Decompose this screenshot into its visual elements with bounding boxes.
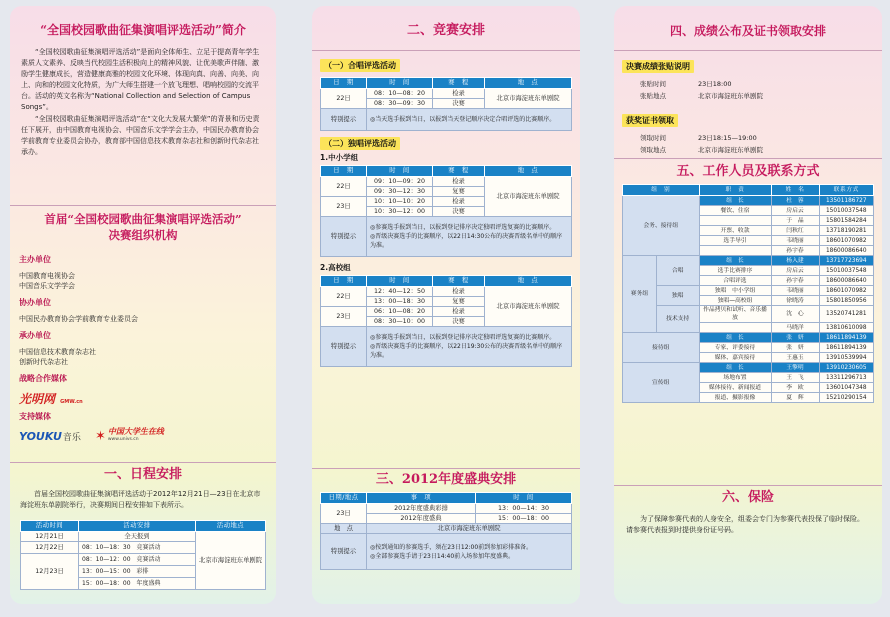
col-place: 地 点 — [485, 78, 572, 89]
col-date: 日 期 — [321, 276, 367, 287]
results-posting-heading: 决赛成绩张贴说明 — [622, 60, 694, 73]
gmw-logo-text: 光明网 — [19, 392, 56, 406]
primary-time: 10：30—12：00 — [367, 207, 433, 217]
staff-duty: 选手比赛排序 — [699, 266, 771, 276]
staff-duty: 组 长 — [699, 256, 771, 266]
col-time: 时 间 — [367, 276, 433, 287]
staff-contact: 13717723694 — [819, 256, 874, 266]
divider — [10, 462, 276, 463]
choir-note-label: 特别提示 — [321, 109, 367, 131]
panel-results — [614, 6, 882, 604]
college-notes — [367, 327, 572, 367]
gala-note: ◎全部参赛选手请于23日14:40前入场参加年度盛典。 — [370, 552, 515, 560]
schedule-place: 北京市海淀班东单剧院 — [196, 532, 266, 590]
primary-stage: 检录 — [433, 197, 485, 207]
gmw-logo — [19, 388, 267, 408]
staff-name: 王擎明 — [771, 363, 819, 373]
staff-duty: 场地布置 — [699, 373, 771, 383]
staff-contact: 15210290154 — [819, 393, 874, 403]
staff-name: 孙宇春 — [771, 276, 819, 286]
staff-contact: 13311296713 — [819, 373, 874, 383]
staff-table — [622, 184, 874, 403]
staff-contact: 15010037548 — [819, 266, 874, 276]
gala-note-label: 特别提示 — [321, 534, 367, 570]
divider — [614, 485, 882, 486]
staff-contact: 18611894139 — [819, 343, 874, 353]
col-stage: 赛 程 — [433, 276, 485, 287]
host-list — [19, 347, 267, 367]
schedule-item: 13：00—15：00 彩排 — [79, 566, 196, 578]
college-date: 23日 — [321, 307, 367, 327]
staff-name: 夏 辉 — [771, 393, 819, 403]
staff-contact: 18600086640 — [819, 246, 874, 256]
gala-title: 三、2012年度盛典安排 — [375, 472, 517, 487]
divider — [312, 50, 580, 51]
staff-contact: 13601047348 — [819, 383, 874, 393]
primary-group-heading: 1.中小学组 — [320, 153, 359, 162]
divider — [614, 158, 882, 159]
staff-col-group: 组 别 — [623, 185, 700, 196]
choir-place: 北京市海淀班东单剧院 — [485, 89, 572, 109]
staff-name: 马晓洋 — [771, 323, 819, 333]
schedule-table — [20, 520, 266, 590]
gala-item: 2012年度盛典彩排 — [367, 504, 476, 514]
staff-subgroup: 独唱 — [656, 286, 699, 306]
certificate-lines — [640, 132, 874, 156]
primary-time: 09：30—12：30 — [367, 187, 433, 197]
staff-duty: 餐饮、住宿 — [699, 206, 771, 216]
primary-note: ◎参赛选手报到当日，以报到登记排序决定独唱评选复赛的比赛顺序。 — [370, 224, 556, 231]
staff-group: 接待组 — [623, 333, 700, 363]
staff-name: 杨入建 — [771, 256, 819, 266]
panel-competition — [312, 6, 580, 604]
staff-contact: 18601070982 — [819, 286, 874, 296]
staff-duty — [699, 216, 771, 226]
primary-note-label: 特别提示 — [321, 217, 367, 257]
staff-duty: 专家、评委接待 — [699, 343, 771, 353]
gala-col-date: 日期/地点 — [321, 493, 367, 504]
choir-date: 22日 — [321, 89, 367, 109]
primary-time: 10：10—10：20 — [367, 197, 433, 207]
col-time: 时 间 — [367, 166, 433, 177]
competition-title: 二、竞赛安排 — [406, 23, 485, 38]
gala-col-item: 事 项 — [367, 493, 476, 504]
sponsor-list — [19, 271, 267, 291]
divider — [312, 468, 580, 469]
college-time: 13：00—18：30 — [367, 297, 433, 307]
gala-place: 北京市海淀班东单剧院 — [367, 524, 572, 534]
primary-stage: 决赛 — [433, 207, 485, 217]
staff-duty: 作品拷贝和试听、音乐播放 — [699, 306, 771, 323]
univs-logo: 中国大学生在线 — [107, 427, 164, 436]
staff-duty: 选手导引 — [699, 236, 771, 246]
media-heading: 战略合作媒体 — [19, 374, 67, 383]
staff-row — [623, 286, 874, 296]
staff-row — [623, 256, 874, 266]
college-stage: 决赛 — [433, 317, 485, 327]
staff-group: 赛务组 — [623, 256, 657, 333]
schedule-item: 08：10—18：30 竞赛活动 — [79, 542, 196, 554]
col-place: 地 点 — [485, 276, 572, 287]
staff-name: 张 妍 — [771, 333, 819, 343]
col-place: 地 点 — [485, 166, 572, 177]
results-posting-lines — [640, 78, 874, 102]
schedule-title: 一、日程安排 — [103, 467, 182, 482]
primary-note: ◎晋级决赛选手的比赛顺序，以22日14:30公布的决赛晋级名单中的顺序为准。 — [370, 233, 563, 249]
staff-duty: 组 长 — [699, 363, 771, 373]
choir-time: 08：30—09：30 — [367, 99, 433, 109]
college-note: ◎参赛选手报到当日，以报到登记排序决定独唱评选复赛的比赛顺序。 — [370, 334, 556, 341]
staff-name: 张 妍 — [771, 343, 819, 353]
support-logos — [19, 427, 267, 445]
staff-name: 沈 心 — [771, 306, 819, 323]
college-note: ◎晋级决赛选手的比赛顺序，以22日19:30公布的决赛晋级名单中的顺序为准。 — [370, 343, 563, 359]
choir-stage: 决赛 — [433, 99, 485, 109]
college-time: 06：10—08：20 — [367, 307, 433, 317]
col-date: 日 期 — [321, 166, 367, 177]
primary-date: 23日 — [321, 197, 367, 217]
divider — [614, 50, 882, 51]
staff-contact: 15801584284 — [819, 216, 874, 226]
schedule-col-activity: 活动安排 — [79, 521, 196, 532]
staff-name: 孙宇春 — [771, 246, 819, 256]
staff-name: 于 晶 — [771, 216, 819, 226]
college-note-label: 特别提示 — [321, 327, 367, 367]
certificate-heading: 获奖证书领取 — [622, 114, 678, 127]
staff-subgroup: 合唱 — [656, 256, 699, 286]
org-title-line-1: 首届“全国校园歌曲征集演唱评选活动” — [44, 212, 242, 226]
org-title-line-2: 决赛组织机构 — [108, 228, 178, 242]
certificate-place-label: 领取地点 — [640, 146, 666, 154]
certificate-place: 北京市海淀班东单剧院 — [698, 146, 763, 154]
certificate-time-label: 领取时间 — [640, 134, 666, 142]
staff-col-duty: 职 责 — [699, 185, 771, 196]
org-list — [19, 254, 267, 445]
insurance-text: 为了保障参赛代表的人身安全，组委会专门为参赛代表投保了临时保险。请参赛代表报到时提供身份证号码。 — [626, 515, 864, 534]
sponsor-item: 中国音乐文学学会 — [19, 282, 75, 290]
staff-col-name: 姓 名 — [771, 185, 819, 196]
college-stage: 检录 — [433, 307, 485, 317]
primary-time: 09：10—09：20 — [367, 177, 433, 187]
coorganizer-heading: 协办单位 — [19, 298, 51, 307]
staff-group: 会务、接待组 — [623, 196, 700, 256]
intro-body — [21, 47, 265, 158]
staff-duty: 媒体、嘉宾接待 — [699, 353, 771, 363]
results-time-label: 张贴时间 — [640, 80, 666, 88]
staff-contact: 15010037548 — [819, 206, 874, 216]
staff-duty: 开票、收款 — [699, 226, 771, 236]
staff-col-contact: 联系方式 — [819, 185, 874, 196]
staff-name: 李 欧 — [771, 383, 819, 393]
college-date: 22日 — [321, 287, 367, 307]
staff-contact: 13520741281 — [819, 306, 874, 323]
staff-contact: 13501186727 — [819, 196, 874, 206]
host-item: 创新时代杂志社 — [19, 358, 68, 366]
insurance-title: 六、保险 — [721, 490, 774, 505]
choir-note: ◎当天选手报到当日，以报到当天登记顺序决定合唱评选的比赛顺序。 — [367, 109, 572, 131]
solo-heading: （二）独唱评选活动 — [320, 137, 400, 150]
staff-duty — [699, 246, 771, 256]
staff-name: 王 飞 — [771, 373, 819, 383]
staff-name: 徐晓涛 — [771, 296, 819, 306]
panel-intro — [10, 6, 276, 604]
staff-duty: 媒体接待、新闻报道 — [699, 383, 771, 393]
gala-time: 15：00—18：00 — [476, 514, 572, 524]
gala-time: 13：00—14：30 — [476, 504, 572, 514]
staff-contact: 18601070982 — [819, 236, 874, 246]
intro-paragraph-1: “全国校园歌曲征集演唱评选活动”是面向全体师生、立足于提高青年学生素质人文素养、反映当代校园生活积极向上的精神风貌、让优美歌声伴随、激励学生健康成长，营造健康高雅的校园文化环境、体现向真、向善、向美、向上、向和的校园文化特质，为广大师生搭建一个放飞理想、唱响校园的交流平台。活动的英文名称为“National Collection and Selection of Campus Songs”。 — [21, 48, 260, 111]
staff-duty: 独唱 中小学组 — [699, 286, 771, 296]
staff-contact: 13718190281 — [819, 226, 874, 236]
schedule-text: 首届全国校园歌曲征集演唱评选活动于2012年12月21日—23日在北京市海淀班东单剧院举行，决赛期间日程安排如下表所示。 — [20, 490, 261, 509]
sponsor-heading: 主办单位 — [19, 255, 51, 264]
staff-duty: 合唱评选 — [699, 276, 771, 286]
schedule-col-place: 活动地点 — [196, 521, 266, 532]
staff-title: 五、工作人员及联系方式 — [676, 164, 820, 179]
staff-contact: 18600086640 — [819, 276, 874, 286]
staff-duty: 组 长 — [699, 196, 771, 206]
coorganizer-item: 中国民办教育协会学前教育专业委员会 — [19, 315, 138, 323]
certificate-time: 23日18:15—19:00 — [698, 134, 757, 142]
intro-paragraph-2: “全国校园歌曲征集演唱评选活动”在“文化大发展大繁荣”的背景和历史责任下展开，由中国教育电视协会、中国音乐文学学会主办，中国民办教育协会学前教育专业委员会协办，教育部中国信息技术教育杂志社和创新时代杂志社承办。 — [21, 115, 260, 156]
results-title: 四、成绩公布及证书领取安排 — [669, 24, 826, 38]
staff-name: 韦晓丽 — [771, 286, 819, 296]
college-stage: 检录 — [433, 287, 485, 297]
host-item: 中国信息技术教育杂志社 — [19, 348, 96, 356]
univs-icon: ✶ — [94, 428, 106, 444]
college-group-heading: 2.高校组 — [320, 263, 351, 272]
primary-table — [320, 165, 572, 257]
choir-heading: （一）合唱评选活动 — [320, 59, 400, 72]
results-place-label: 张贴地点 — [640, 92, 666, 100]
schedule-item: 08：10—12：00 竞赛活动 — [79, 554, 196, 566]
staff-row — [623, 196, 874, 206]
primary-stage: 检录 — [433, 177, 485, 187]
primary-notes — [367, 217, 572, 257]
gala-note: ◎按到通知的参赛选手，须在23日12:00前到参加彩排准备。 — [370, 543, 533, 551]
col-time: 时 间 — [367, 78, 433, 89]
staff-duty — [699, 323, 771, 333]
staff-duty: 报道、摄影报像 — [699, 393, 771, 403]
gala-table — [320, 492, 572, 570]
choir-stage: 检录 — [433, 89, 485, 99]
gala-col-time: 时 间 — [476, 493, 572, 504]
staff-contact: 18611894139 — [819, 333, 874, 343]
divider — [10, 205, 276, 206]
col-stage: 赛 程 — [433, 166, 485, 177]
staff-duty: 组 长 — [699, 333, 771, 343]
staff-subgroup: 技术支持 — [656, 306, 699, 333]
primary-date: 22日 — [321, 177, 367, 197]
col-date: 日 期 — [321, 78, 367, 89]
schedule-item: 15：00—18：00 年度盛典 — [79, 578, 196, 590]
staff-contact: 13910539994 — [819, 353, 874, 363]
college-time: 12：40—12：50 — [367, 287, 433, 297]
staff-group: 宣传组 — [623, 363, 700, 403]
staff-name: 房启云 — [771, 206, 819, 216]
schedule-item: 全天报到 — [79, 532, 196, 542]
gala-notes — [367, 534, 572, 570]
results-time: 23日18:00 — [698, 80, 732, 88]
college-table — [320, 275, 572, 367]
staff-row — [623, 333, 874, 343]
primary-stage: 复赛 — [433, 187, 485, 197]
competition-body — [320, 53, 572, 367]
org-title — [10, 211, 276, 243]
staff-name: 闫秋红 — [771, 226, 819, 236]
youku-logo: YOUKU — [19, 429, 62, 443]
sponsor-item: 中国教育电视协会 — [19, 272, 75, 280]
choir-table — [320, 77, 572, 131]
staff-name: 杜 蓉 — [771, 196, 819, 206]
staff-name: 房启云 — [771, 266, 819, 276]
youku-logo-sub: 音乐 — [62, 432, 81, 443]
gala-date: 23日 — [321, 504, 367, 524]
schedule-date: 12月21日 — [21, 532, 79, 542]
schedule-col-time: 活动时间 — [21, 521, 79, 532]
college-stage: 复赛 — [433, 297, 485, 307]
coorganizer-list — [19, 314, 267, 324]
primary-place: 北京市海淀班东单剧院 — [485, 177, 572, 217]
gala-item: 2012年度盛典 — [367, 514, 476, 524]
schedule-date: 12月22日 — [21, 542, 79, 554]
college-time: 08：30—10：00 — [367, 317, 433, 327]
staff-contact: 13910230605 — [819, 363, 874, 373]
staff-duty: 独唱—高校组 — [699, 296, 771, 306]
results-info — [622, 54, 874, 156]
results-place: 北京市海淀班东单剧院 — [698, 92, 763, 100]
intro-title: “全国校园歌曲征集演唱评选活动”简介 — [40, 23, 246, 37]
staff-name: 王惠玉 — [771, 353, 819, 363]
staff-contact: 13810610098 — [819, 323, 874, 333]
univs-logo-sub: www.univs.cn — [107, 437, 139, 442]
host-heading: 承办单位 — [19, 331, 51, 340]
staff-row — [623, 363, 874, 373]
staff-name: 韦晓丽 — [771, 236, 819, 246]
gmw-logo-sub: GMW.cn — [60, 399, 83, 405]
choir-time: 08：10—08：20 — [367, 89, 433, 99]
staff-row — [623, 306, 874, 323]
college-place: 北京市海淀班东单剧院 — [485, 287, 572, 327]
schedule-date: 12月23日 — [21, 554, 79, 590]
col-stage: 赛 程 — [433, 78, 485, 89]
gala-place-label: 地 点 — [321, 524, 367, 534]
staff-contact: 15801850956 — [819, 296, 874, 306]
support-heading: 支持媒体 — [19, 412, 51, 421]
